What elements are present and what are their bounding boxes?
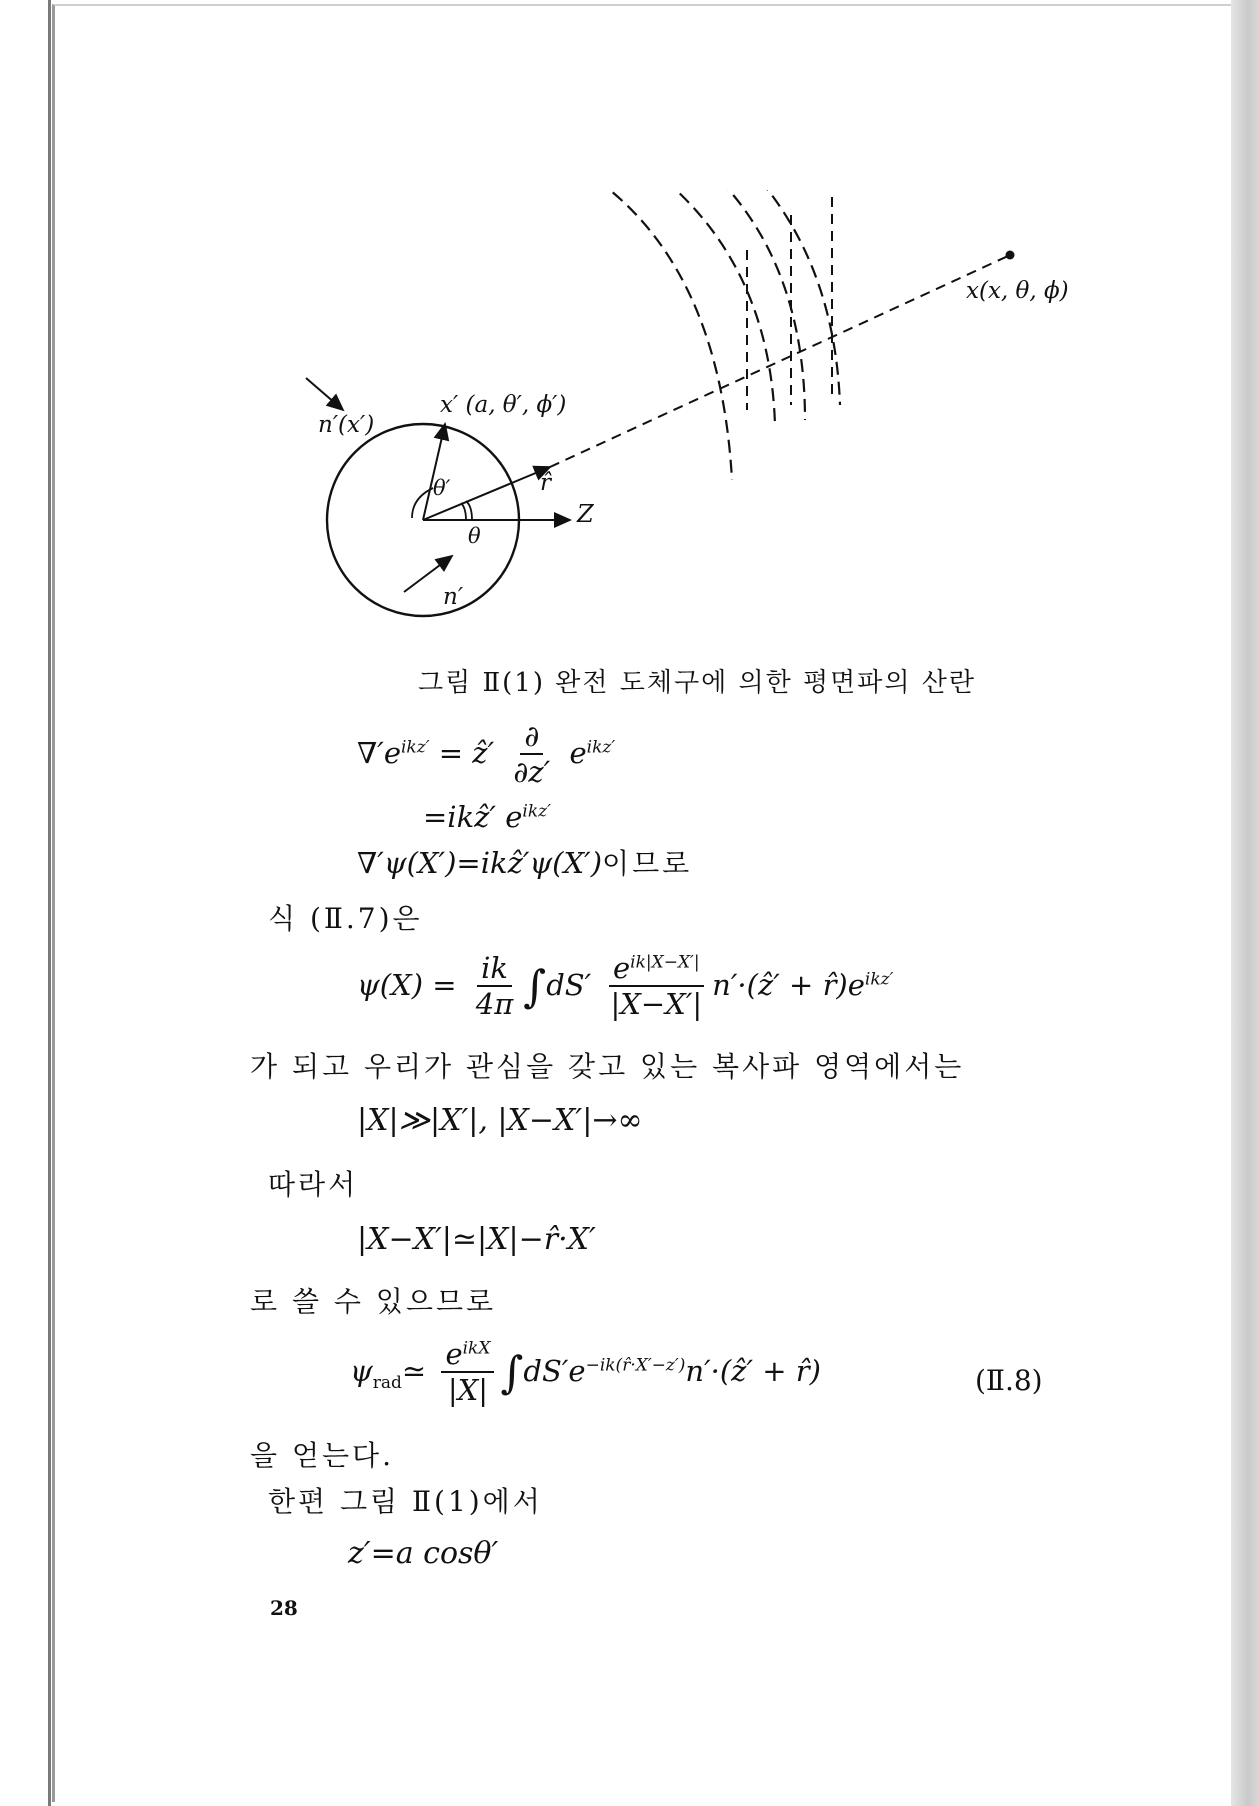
surface-element: dS′ — [546, 968, 592, 1003]
label-r-hat: r̂ — [540, 470, 551, 496]
gradient-result-line — [423, 800, 551, 834]
page-edge-shadow — [1231, 0, 1259, 1806]
partial-derivative-fraction — [509, 720, 554, 790]
approximation-expression: |X−X′|≃|X|−r̂·X′ — [357, 1222, 596, 1257]
approx-sign: ≃ — [401, 1354, 427, 1389]
theta-arc-double-1 — [461, 503, 466, 520]
z-prime-expression: z′=a cosθ′ — [348, 1536, 499, 1571]
field-point-dot — [1006, 251, 1015, 260]
binding-margin — [0, 0, 52, 1806]
gradient-result: =ikẑ′ e — [423, 800, 523, 834]
label-theta: θ — [468, 524, 481, 548]
equation-reference: 식 (Ⅱ.7)은 — [268, 902, 423, 935]
label-source-point: x′ (a, θ′, ϕ′) — [440, 392, 567, 418]
psi-rad: ψ — [350, 1354, 373, 1389]
observation-direction-line — [550, 256, 1008, 467]
rad-integral-sign: ∫ — [500, 1347, 524, 1399]
ik-numerator: ik — [477, 952, 512, 987]
radiation-field-equation — [350, 1338, 821, 1408]
outer-normal-arrow — [306, 378, 343, 410]
4pi-denominator: 4π — [475, 987, 514, 1022]
gradient-zhat: = ẑ′ — [438, 736, 495, 771]
source-vector-arrow — [423, 424, 445, 520]
gradient-equation — [357, 720, 615, 790]
green-function-fraction — [606, 952, 706, 1022]
spherical-wave-exponent: ikX — [462, 1338, 491, 1359]
psi-gradient-expr: ∇′ψ(X′)=ikẑ′ψ(X′) — [357, 846, 603, 880]
spherical-wave-numerator — [441, 1338, 494, 1373]
theta-arc-double-2 — [466, 501, 472, 520]
label-theta-prime: θ′ — [433, 476, 451, 500]
figure-caption: 그림 Ⅱ(1) 완전 도체구에 의한 평면파의 산란 — [418, 668, 976, 698]
scattered-wavefront-4 — [760, 190, 840, 405]
spherical-wave-denominator: |X| — [447, 1373, 489, 1408]
spherical-wave-e: e — [445, 1337, 463, 1371]
integral-sign: ∫ — [523, 961, 547, 1013]
partial-numerator: ∂ — [520, 720, 543, 755]
psi-tail-exponent: ikz′ — [864, 969, 894, 990]
label-outer-normal: n′(x′) — [318, 412, 375, 438]
equation-number: (Ⅱ.8) — [975, 1364, 1043, 1397]
psi-integral-equation — [357, 952, 893, 1022]
scattering-diagram — [300, 190, 1080, 640]
scattered-wavefront-3 — [720, 190, 805, 420]
gradient-rhs: e — [569, 736, 587, 771]
label-inner-normal: n′ — [443, 584, 464, 610]
green-numerator-exponent: ik|X−X′| — [630, 952, 700, 973]
rad-integrand-exponent: −ik(r̂·X′−z′) — [585, 1355, 686, 1376]
psi-lhs: ψ(X) = — [357, 968, 457, 1003]
psi-gradient-line — [357, 842, 692, 882]
green-numerator — [609, 952, 704, 987]
label-z-axis: Z — [577, 500, 594, 528]
page-number: 28 — [270, 1596, 298, 1620]
label-field-point: x(x, θ, ϕ) — [966, 278, 1069, 304]
sentence-on-the-other-hand: 한편 그림 Ⅱ(1)에서 — [268, 1485, 543, 1518]
gradient-rhs-exponent: ikz′ — [586, 737, 616, 758]
partial-denominator: ∂z′ — [513, 755, 551, 790]
binding-edge — [48, 0, 51, 1806]
spherical-wave-fraction — [441, 1338, 494, 1408]
rad-tail: n′·(ẑ′ + r̂) — [685, 1354, 821, 1389]
gradient-lhs-exponent: ikz′ — [401, 737, 430, 758]
green-numerator-e: e — [612, 951, 631, 985]
gradient-result-exponent: ikz′ — [522, 801, 551, 822]
psi-gradient-suffix: 이므로 — [602, 847, 693, 880]
sentence-obtain: 을 얻는다. — [250, 1439, 394, 1472]
ik-over-4pi — [472, 952, 518, 1022]
limit-expression: |X|≫|X′|, |X−X′|→∞ — [357, 1103, 643, 1138]
sentence-therefore: 따라서 — [268, 1168, 359, 1201]
sentence-can-write: 로 쓸 수 있으므로 — [250, 1285, 497, 1318]
sentence-radiation-zone: 가 되고 우리가 관심을 갖고 있는 복사파 영역에서는 — [250, 1050, 965, 1083]
gradient-lhs: ∇′e — [357, 736, 401, 771]
green-denominator: |X−X′| — [610, 987, 703, 1022]
rad-integrand: dS′e — [523, 1354, 586, 1389]
psi-tail: n′·(ẑ′ + r̂)e — [712, 968, 865, 1003]
psi-rad-subscript: rad — [372, 1372, 402, 1393]
